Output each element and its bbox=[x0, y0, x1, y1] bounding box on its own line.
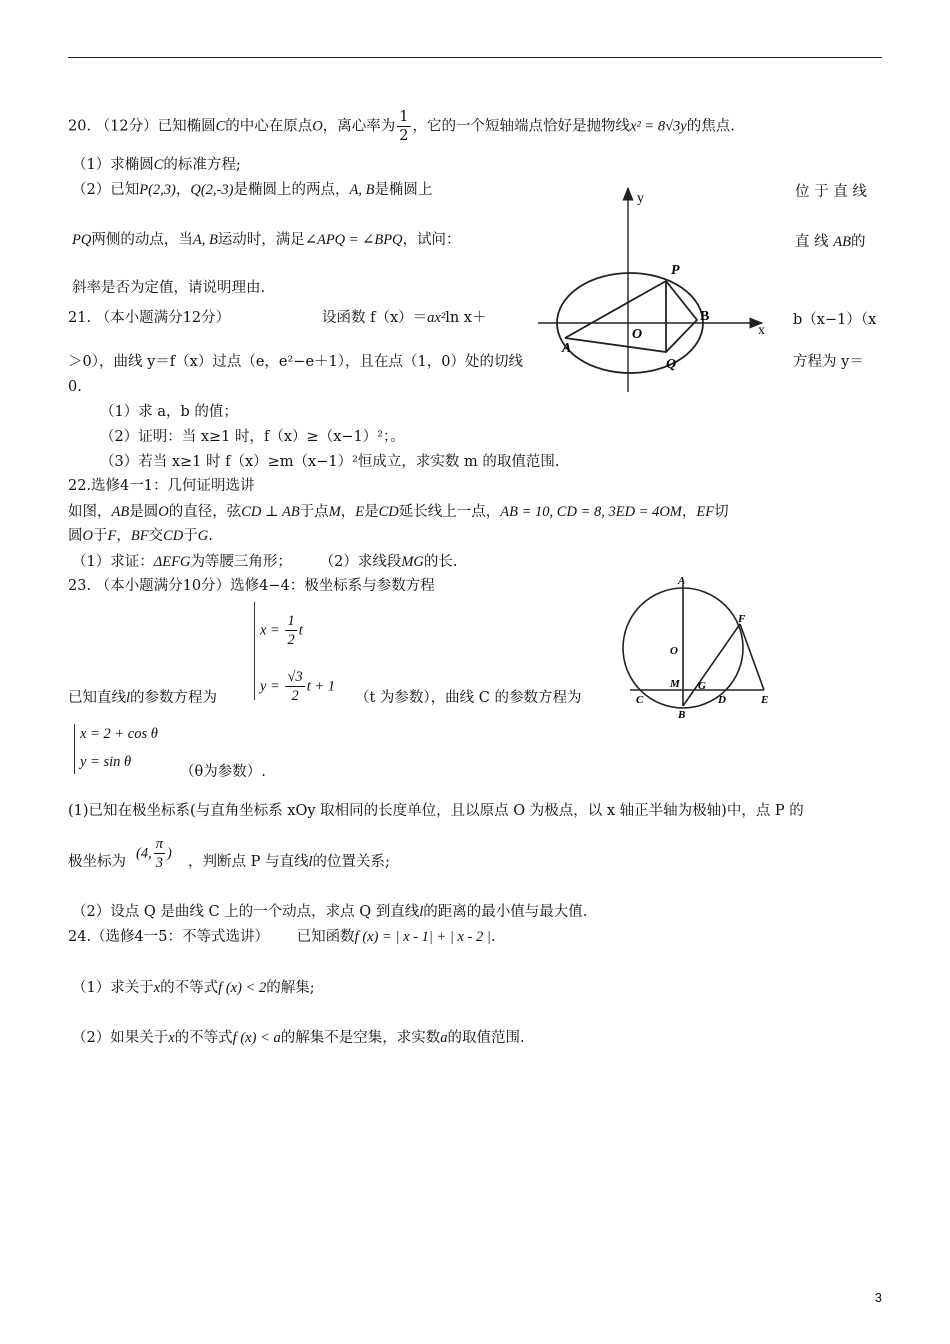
q22-subs: （1）求证：ΔEFG为等腰三角形； （2）求线段MG的长. bbox=[72, 554, 458, 570]
point-E-label: E bbox=[761, 694, 769, 706]
q21-line1-right: b（x−1）（x bbox=[793, 312, 877, 328]
y-axis-label: y bbox=[637, 191, 644, 206]
q23-curve-eq-y: y = sin θ bbox=[80, 754, 132, 770]
header-rule bbox=[68, 57, 882, 58]
point-C-label: C bbox=[636, 694, 644, 706]
q23-line-a: 已知直线l的参数方程为 bbox=[68, 690, 218, 706]
tangent-EF bbox=[740, 624, 764, 690]
q20-sub1: （1）求椭圆C的标准方程; bbox=[72, 157, 241, 173]
point-A-label: A bbox=[678, 575, 686, 587]
ellipse-figure bbox=[530, 180, 780, 395]
point-B-label: B bbox=[678, 709, 686, 721]
q23-eq-x: x = $\frac{1}{2}$ t bbox=[260, 613, 303, 648]
origin-O-label: O bbox=[632, 327, 643, 342]
q21-sub2: （2）证明：当 x≥1 时，f（x）≥（x−1）²；。 bbox=[100, 429, 405, 445]
q24-line1: 24.（选修4一5：不等式选讲） 已知函数f (x) = | x - 1| + | x - 2 |. bbox=[68, 929, 496, 945]
q21-line2-right: 方程为 y＝ bbox=[793, 354, 864, 370]
center-O-label: O bbox=[670, 645, 678, 657]
q23-sub1: (1)已知在极坐标系(与直角坐标系 xOy 取相同的长度单位，且以原点 O 为极点，以 x 轴正半轴为极轴)中，点 P 的 bbox=[68, 803, 804, 819]
q23-polar-coord: (4, $\frac{\pi}{3}$ ) bbox=[136, 836, 172, 871]
q21-line3: 0. bbox=[68, 379, 82, 395]
q23-curve-note: （θ为参数）. bbox=[180, 764, 266, 780]
q23-line-c: （t 为参数），曲线 C 的参数方程为 bbox=[355, 690, 582, 706]
q21-line2: ＞0），曲线 y＝f（x）过点（e，e²−e＋1），且在点（1，0）处的切线 bbox=[68, 354, 523, 370]
point-Q-label: Q bbox=[666, 357, 677, 372]
q22-line1: 如图，AB是圆O的直径，弦CD ⊥ AB于点M，E是CD延长线上一点，AB = 10, CD = 8, 3ED = 4OM，EF切 bbox=[68, 504, 729, 520]
q22-line2: 圆O于F，BF交CD于G. bbox=[68, 528, 213, 544]
q20-line3: PQ两侧的动点，当A, B运动时，满足∠APQ = ∠BPQ，试问： bbox=[72, 232, 461, 248]
q20-line3-right: 直 线 AB的 bbox=[795, 234, 866, 250]
eccentricity-fraction: $\frac{1}{2}$ bbox=[399, 109, 409, 144]
q21-line1: 21. （本小题满分12分） bbox=[68, 310, 231, 326]
circle-figure bbox=[618, 572, 783, 722]
segment-BF bbox=[683, 624, 740, 706]
q20-line1: 20. （12分）已知椭圆C的中心在原点O，离心率为 $\frac{1}{2}$ ，它的一个短轴端点恰好是抛物线x² = 8√3y的焦点. bbox=[68, 109, 735, 144]
q20-sub2-right: 位 于 直 线 bbox=[795, 184, 867, 200]
quadrilateral-APBQ bbox=[565, 281, 697, 352]
q20-line4: 斜率是否为定值，请说明理由. bbox=[72, 280, 266, 296]
q21-sub3: （3）若当 x≥1 时 f（x）≥m（x−1）²恒成立，求实数 m 的取值范围. bbox=[100, 454, 560, 470]
q21-sub1: （1）求 a，b 的值； bbox=[100, 404, 238, 420]
q23-curve-eq-x: x = 2 + cos θ bbox=[80, 726, 158, 742]
q23-eq-y: y = $\frac{√3}{2}$ t + 1 bbox=[260, 669, 336, 704]
point-D-label: D bbox=[718, 694, 726, 706]
point-M-label: M bbox=[670, 678, 680, 690]
q23-sub1b: 极坐标为 bbox=[68, 854, 126, 870]
point-B-label: B bbox=[700, 309, 710, 324]
q23-curve-system-brace bbox=[74, 724, 75, 774]
point-F-label: F bbox=[738, 613, 746, 625]
q23-line-system-brace bbox=[254, 602, 255, 700]
q24-sub1: （1）求关于x的不等式f (x) < 2的解集; bbox=[72, 980, 315, 996]
q23-sub1b-rest: ，判断点 P 与直线l的位置关系; bbox=[188, 854, 390, 870]
q22-title: 22.选修4一1：几何证明选讲 bbox=[68, 478, 255, 494]
q20-sub2: （2）已知P(2,3)，Q(2,-3)是椭圆上的两点，A, B是椭圆上 bbox=[72, 182, 433, 198]
point-G-label: G bbox=[698, 680, 706, 692]
q23-sub2: （2）设点 Q 是曲线 C 上的一个动点，求点 Q 到直线l的距离的最小值与最大值. bbox=[72, 904, 588, 920]
q24-sub2: （2）如果关于x的不等式f (x) < a的解集不是空集，求实数a的取值范围. bbox=[72, 1030, 525, 1046]
q23-title: 23. （本小题满分10分）选修4−4：极坐标系与参数方程 bbox=[68, 578, 435, 594]
point-P-label: P bbox=[671, 263, 680, 278]
q21-function: 设函数 f（x）＝ax²ln x＋ bbox=[322, 310, 487, 326]
point-A-label: A bbox=[562, 341, 572, 356]
page-number: 3 bbox=[874, 1290, 882, 1305]
x-axis-label: x bbox=[758, 323, 765, 338]
